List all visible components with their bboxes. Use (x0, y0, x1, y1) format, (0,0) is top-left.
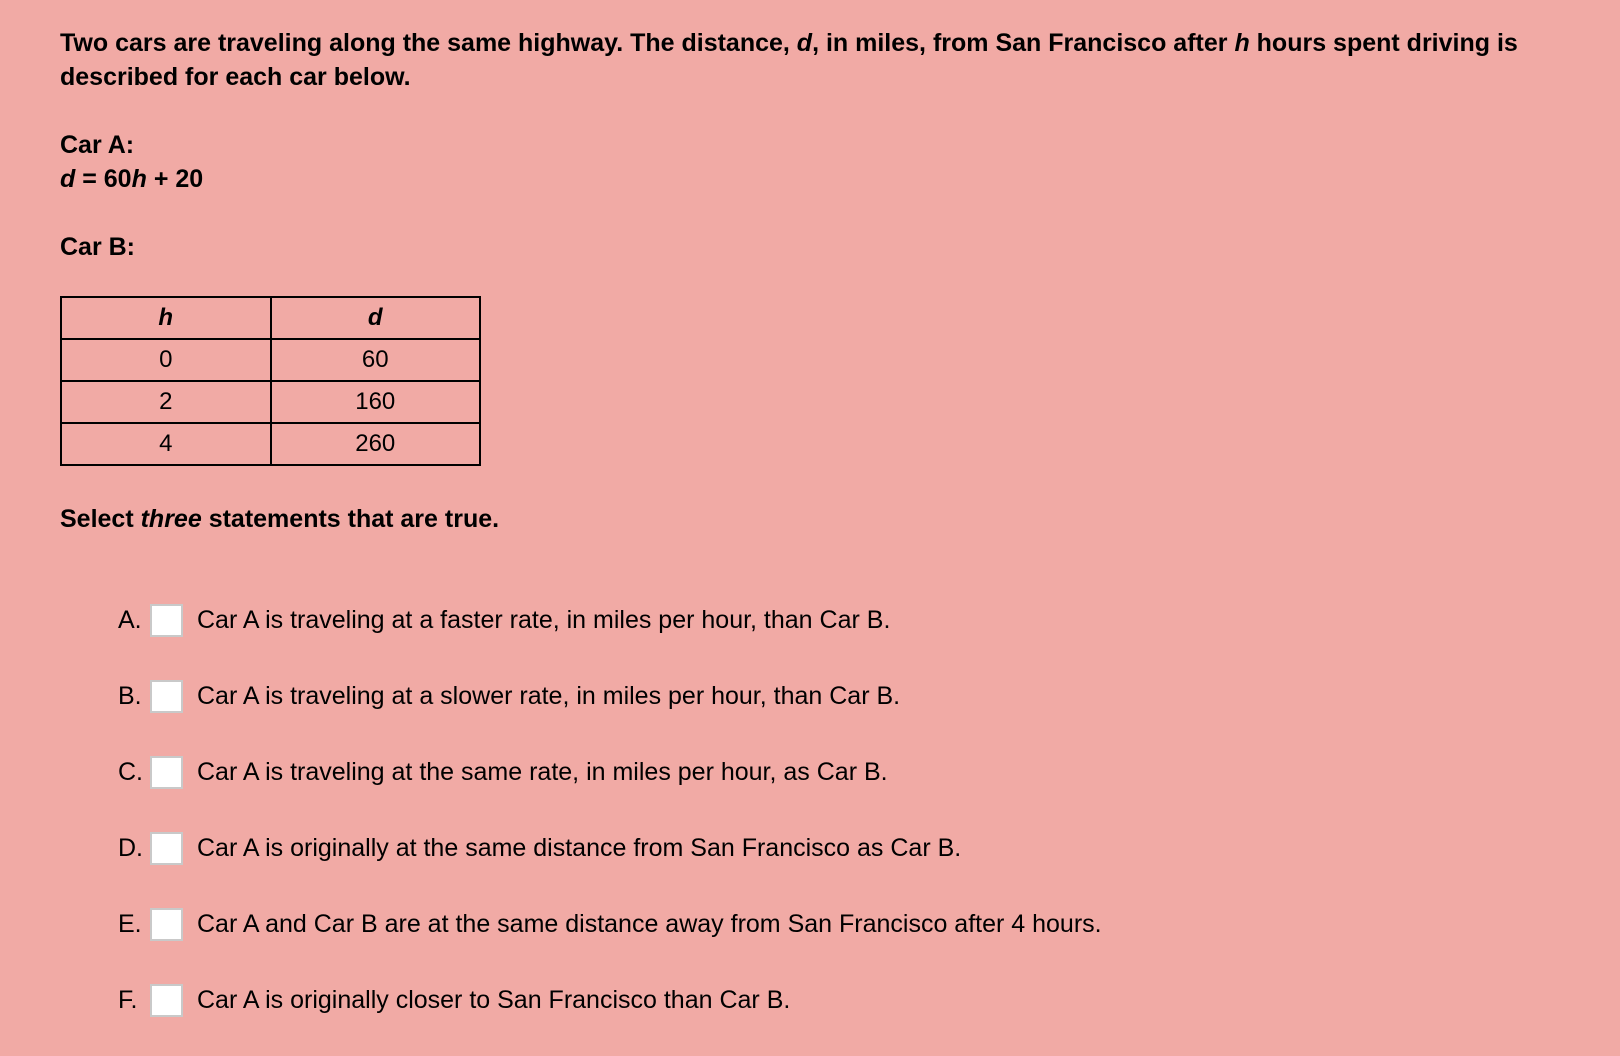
option-text: Car A is traveling at the same rate, in miles per hour, as Car B. (197, 757, 888, 786)
table-cell-d: 260 (271, 423, 481, 465)
option-text: Car A is traveling at a slower rate, in miles per hour, than Car B. (197, 681, 901, 710)
select-prompt (60, 502, 1580, 536)
option-text: Car A and Car B are at the same distance away from San Francisco after 4 hours. (197, 909, 1102, 938)
car-a-equation (60, 162, 1580, 196)
table-header-d: d (271, 297, 481, 339)
option-b-checkbox[interactable] (150, 680, 183, 713)
answer-options (118, 600, 1102, 1056)
table-row (61, 423, 480, 465)
option-letter: F. (118, 985, 138, 1014)
table-cell-d: 60 (271, 339, 481, 381)
intro-text: Two cars are traveling along the same highway. The distance, (60, 29, 797, 57)
table-header-h: h (61, 297, 271, 339)
table-cell-h: 4 (61, 423, 271, 465)
option-d-checkbox[interactable] (150, 832, 183, 865)
intro-var-d: d (796, 29, 813, 57)
table-cell-d: 160 (271, 381, 481, 423)
prompt-text: statements that are true. (201, 505, 500, 533)
car-b-label: Car B: (60, 233, 136, 261)
table-header-row (61, 297, 480, 339)
option-text: Car A is originally at the same distance from San Francisco as Car B. (197, 833, 962, 862)
car-b-table (60, 296, 481, 466)
option-a (118, 600, 1102, 640)
option-f (118, 980, 1102, 1020)
option-c (118, 752, 1102, 792)
prompt-emphasis: three (140, 505, 202, 533)
table-row (61, 381, 480, 423)
option-d (118, 828, 1102, 868)
option-e-checkbox[interactable] (150, 908, 183, 941)
intro-text: , in miles, from San Francisco after (812, 29, 1235, 57)
option-text: Car A is traveling at a faster rate, in miles per hour, than Car B. (197, 605, 891, 634)
intro-text: hours spent driving is described for each car below. (60, 29, 1518, 91)
option-text: Car A is originally closer to San Francisco than Car B. (197, 985, 791, 1014)
option-letter: B. (118, 681, 142, 710)
option-b (118, 676, 1102, 716)
option-f-checkbox[interactable] (150, 984, 183, 1017)
question-intro (60, 26, 1580, 94)
intro-var-h: h (1234, 29, 1250, 57)
equation-text: = 60 (75, 165, 132, 193)
table-cell-h: 0 (61, 339, 271, 381)
equation-var-h: h (131, 165, 147, 193)
car-a-section (60, 128, 1580, 196)
option-letter: A. (118, 605, 142, 634)
option-letter: D. (118, 833, 143, 862)
option-letter: C. (118, 757, 143, 786)
equation-var-d: d (60, 165, 76, 193)
equation-text: + 20 (146, 165, 204, 193)
car-a-label: Car A: (60, 131, 135, 159)
table-row (61, 339, 480, 381)
car-b-section (60, 230, 1580, 466)
table-cell-h: 2 (61, 381, 271, 423)
option-e (118, 904, 1102, 944)
option-c-checkbox[interactable] (150, 756, 183, 789)
option-a-checkbox[interactable] (150, 604, 183, 637)
prompt-text: Select (60, 505, 141, 533)
option-letter: E. (118, 909, 142, 938)
question-panel (60, 26, 1580, 561)
